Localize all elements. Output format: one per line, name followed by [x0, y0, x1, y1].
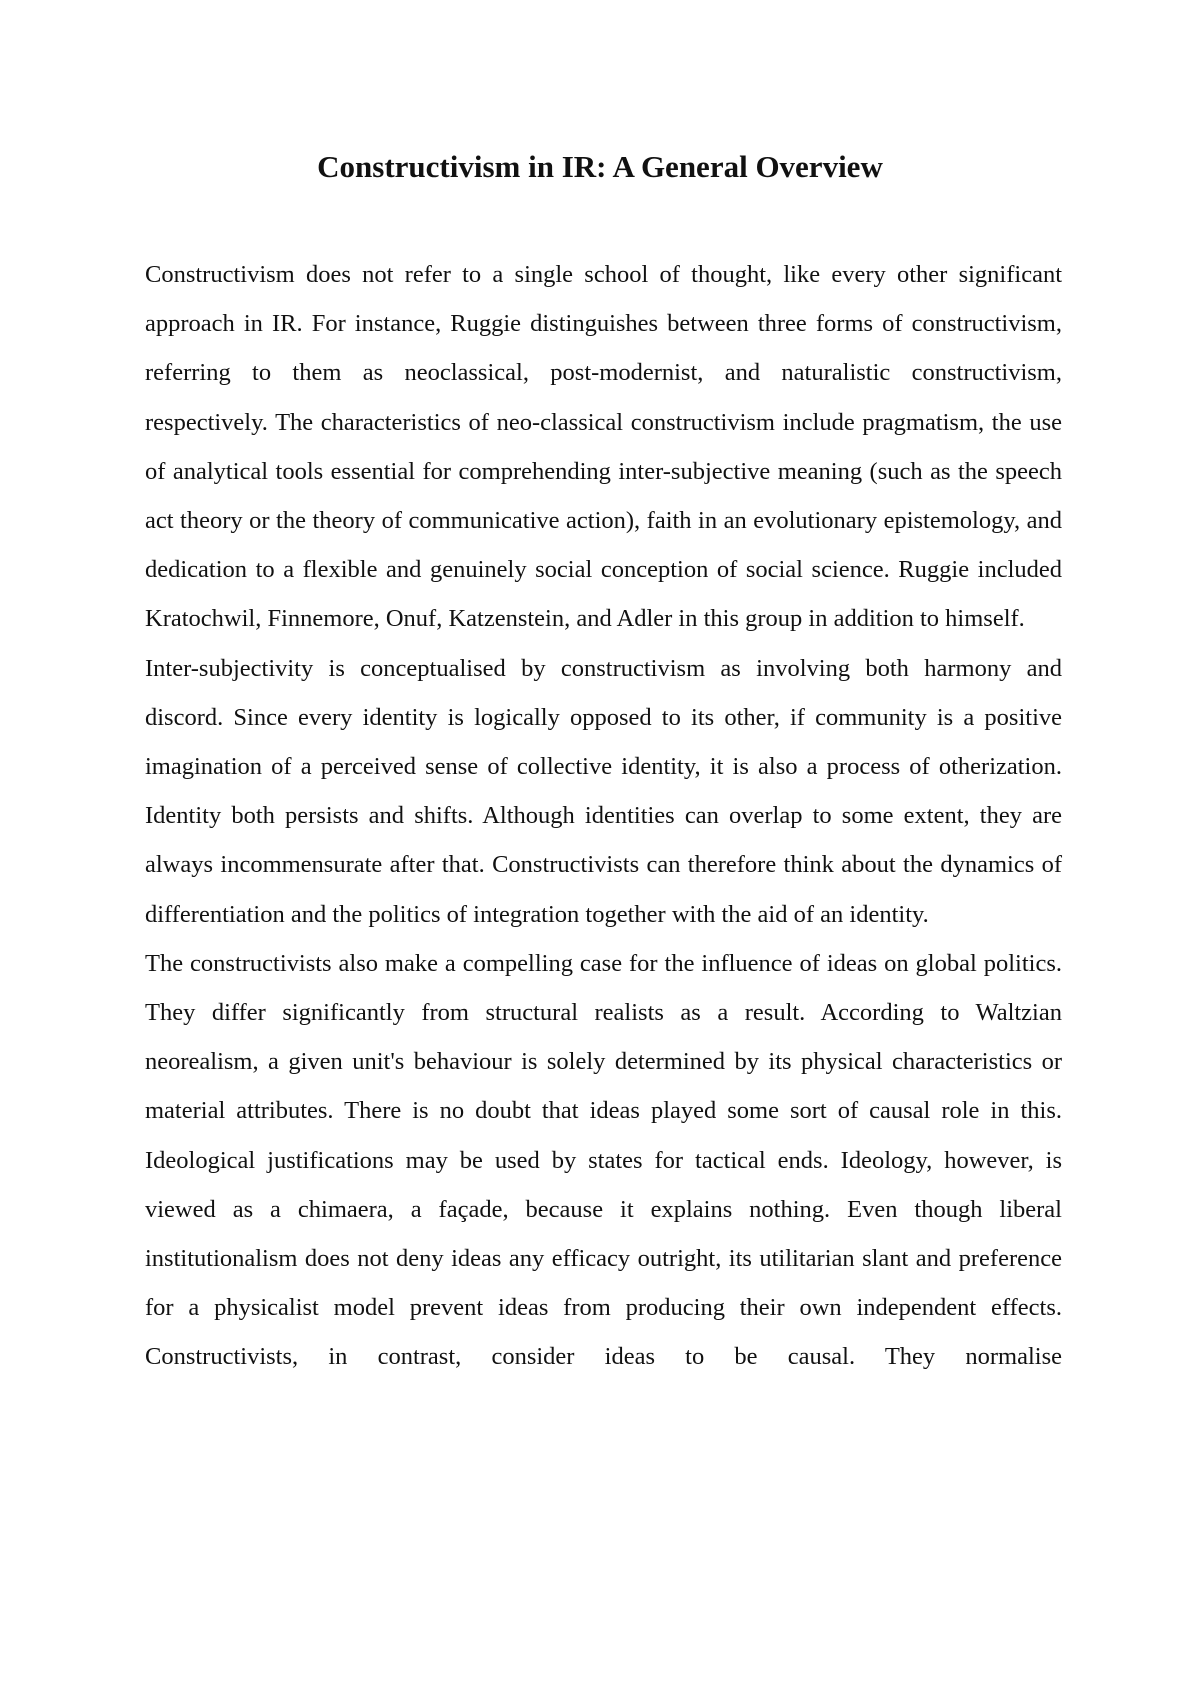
paragraph-1: Constructivism does not refer to a single school of thought, like every other significant approach in IR. For instance, Ruggie distinguishes between three forms of constructivism, referring to them as neoclassical, post-modernist, and naturalistic constructivism, respectively. The characteristics of neo-classical constructivism include pragmatism, the use of analytical tools essential for comprehending inter-subjective meaning (such as the speech act theory or the theory of communicative action), faith in an evolutionary epistemology, and dedication to a flexible and genuinely social conception of social science. Ruggie included Kratochwil, Finnemore, Onuf, Katzenstein, and Adler in this group in addition to himself.	[145, 261, 1062, 633]
document-title: Constructivism in IR: A General Overview	[317, 149, 883, 184]
paragraph-3: The constructivists also make a compelling case for the influence of ideas on global politics. They differ significantly from structural realists as a result. According to Waltzian neorealism, a given unit's behaviour is solely determined by its physical characteristics or material attributes. There is no doubt that ideas played some sort of causal role in this. Ideological justifications may be used by states for tactical ends. Ideology, however, is viewed as a chimaera, a façade, because it explains nothing. Even though liberal institutionalism does not deny ideas any efficacy outright, its utilitarian slant and preference for a physicalist model prevent ideas from producing their own independent effects. Constructivists, in contrast, consider ideas to be causal. They normalise	[145, 949, 1062, 1371]
document-body	[145, 250, 1062, 1382]
paragraph-2: Inter-subjectivity is conceptualised by constructivism as involving both harmony and discord. Since every identity is logically opposed to its other, if community is a positive imagination of a perceived sense of collective identity, it is also a process of otherization. Identity both persists and shifts. Although identities can overlap to some extent, they are always incommensurate after that. Constructivists can therefore think about the dynamics of differentiation and the politics of integration together with the aid of an identity.	[145, 654, 1062, 928]
